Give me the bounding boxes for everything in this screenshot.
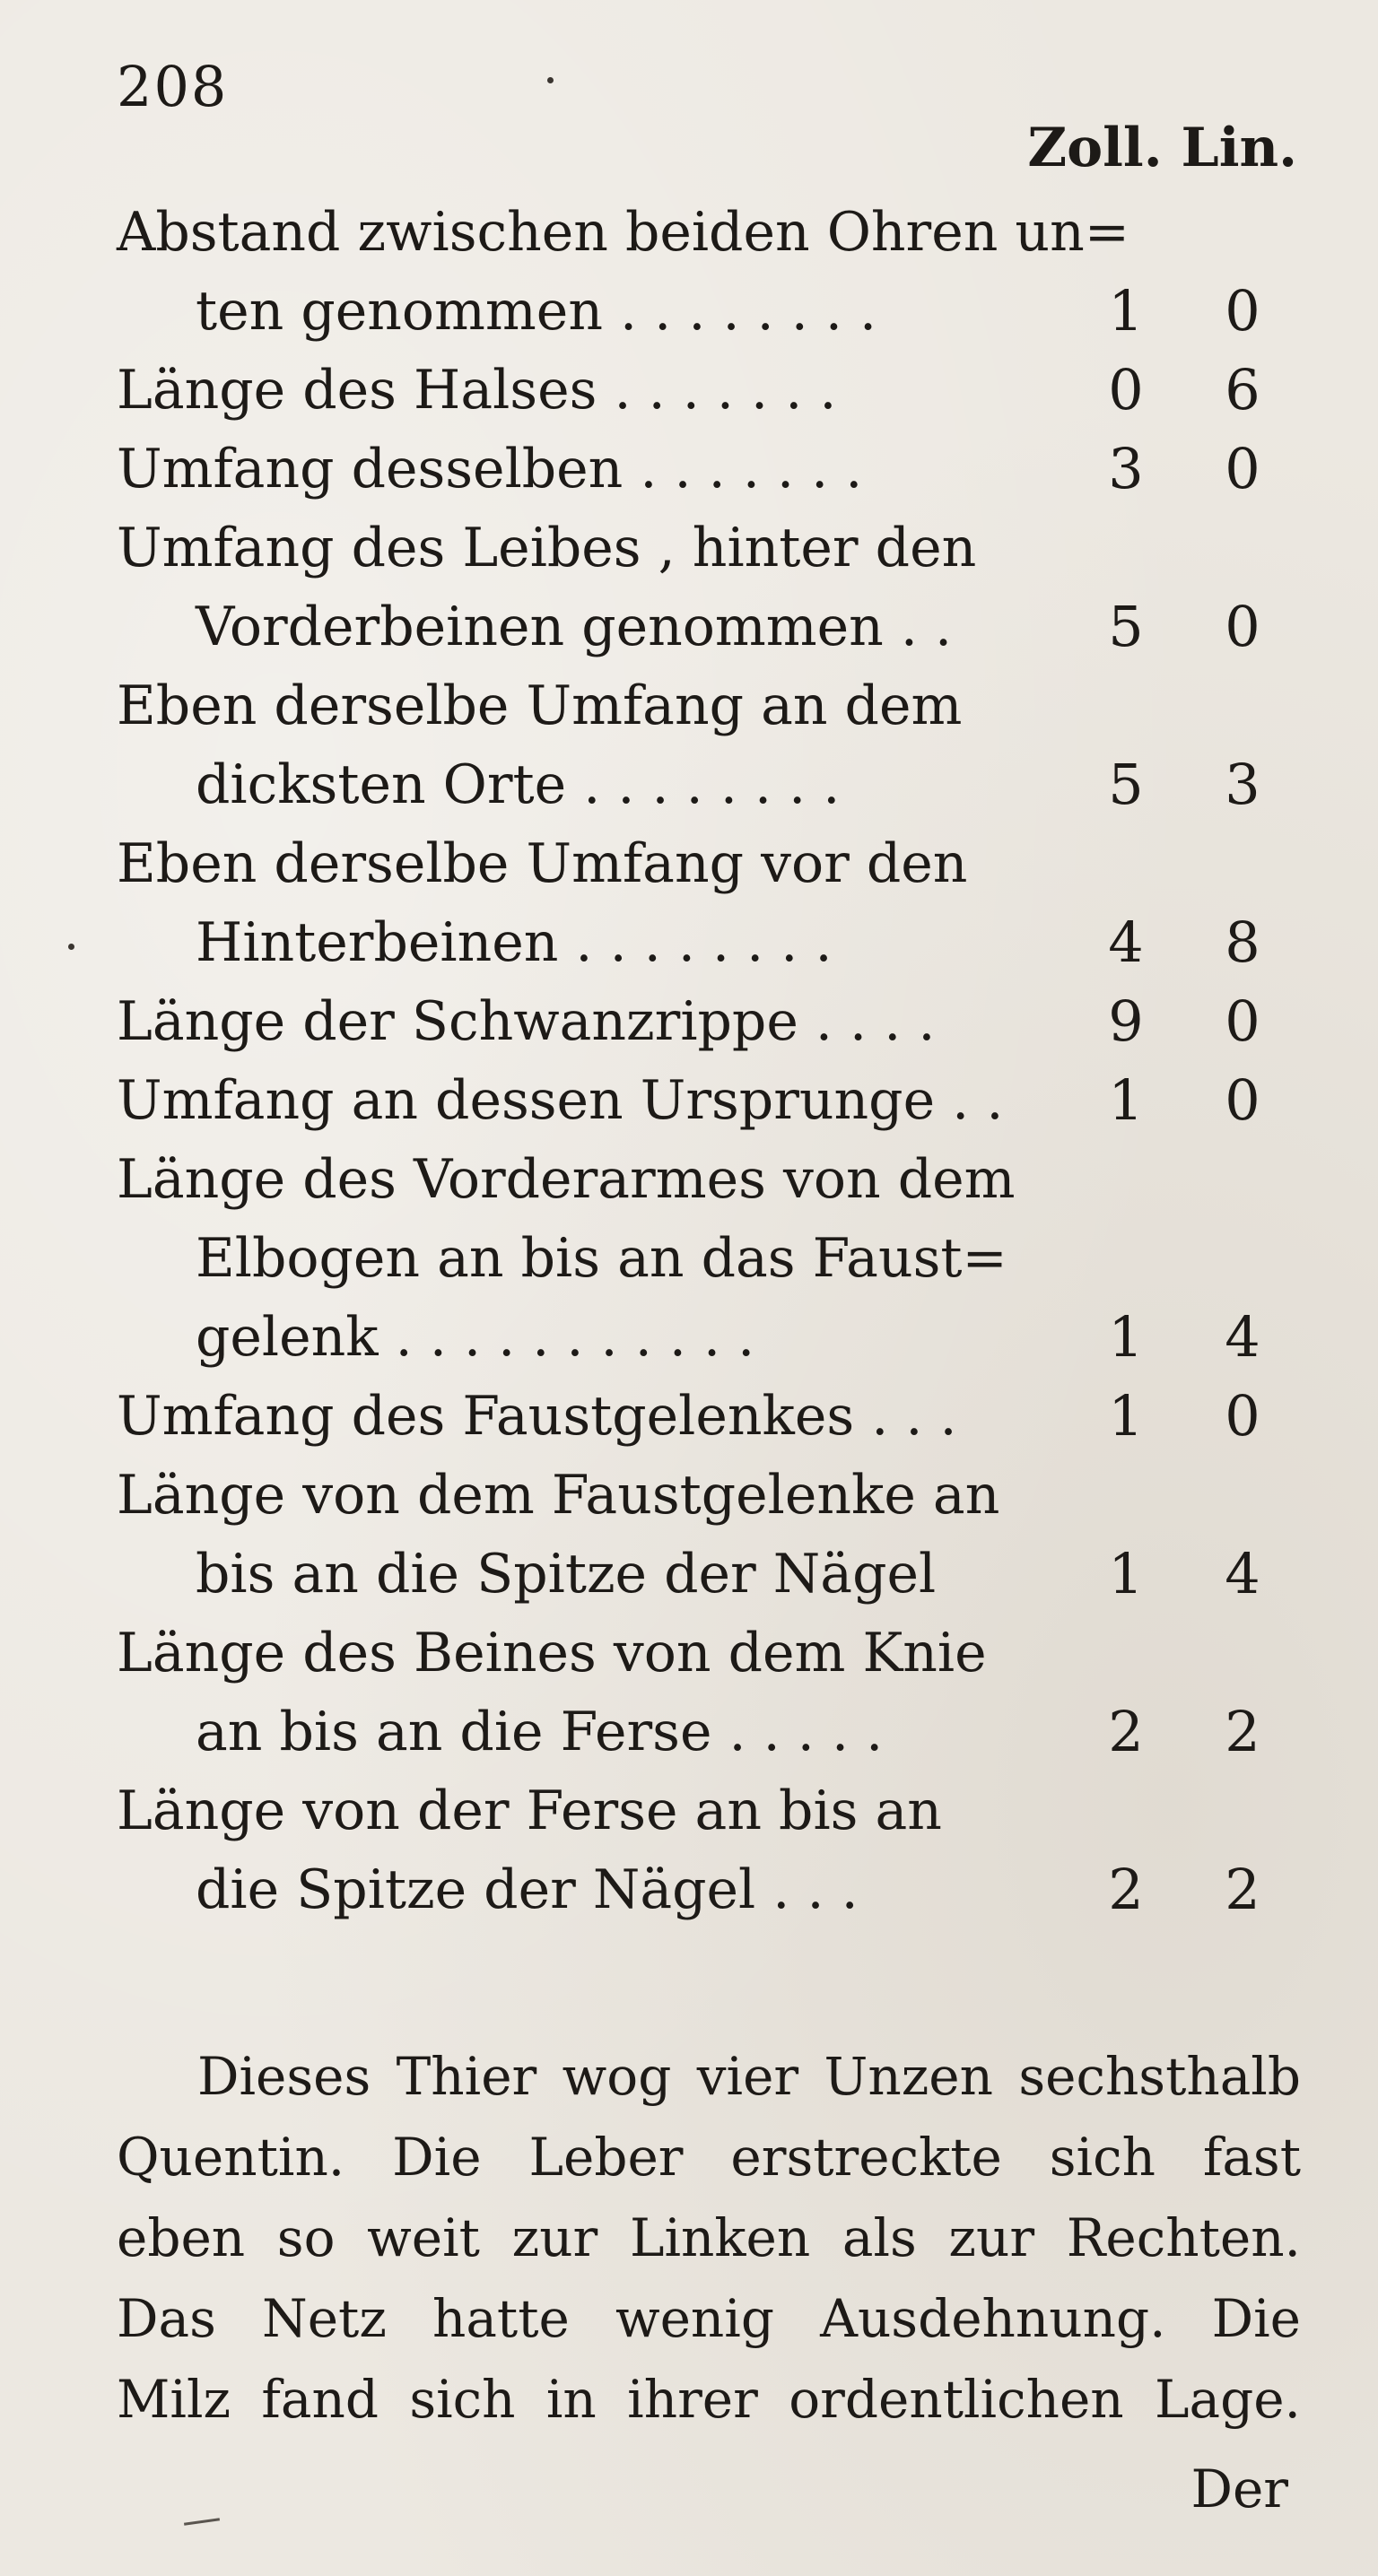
measurement-entry (117, 982, 1301, 1061)
zoll-value: 2 (1108, 1857, 1144, 1922)
zoll-value: 1 (1108, 1067, 1144, 1133)
measurement-entry (117, 351, 1301, 430)
measurement-line (117, 1535, 1301, 1614)
lin-value: 0 (1225, 594, 1260, 659)
zoll-value: 3 (1108, 436, 1144, 501)
measurement-entry (117, 509, 1301, 666)
lin-value: 0 (1225, 1067, 1260, 1133)
measurement-label: die Spitze der Nägel . . . (196, 1858, 859, 1921)
measurement-label: Länge des Vorderarmes von dem (117, 1148, 1016, 1211)
zoll-value: 1 (1108, 1304, 1144, 1370)
paragraph-line: Milz fand sich in ihrer ordentlichen Lage. (117, 2369, 1301, 2430)
measurement-line (117, 903, 1301, 982)
measurement-label: bis an die Spitze der Nägel (196, 1543, 937, 1606)
measurement-line (117, 1219, 1301, 1298)
ink-dot (547, 77, 554, 83)
zoll-value: 5 (1108, 752, 1144, 817)
measurement-table (117, 193, 1301, 1929)
measurement-line (117, 1377, 1301, 1456)
measurement-entry (117, 193, 1301, 351)
measurement-line (117, 982, 1301, 1061)
measurement-label: Länge von dem Faustgelenke an (117, 1464, 1000, 1527)
paragraph-line: Das Netz hatte wenig Ausdehnung. Die (117, 2288, 1301, 2349)
lin-value: 0 (1225, 436, 1260, 501)
measurement-line (117, 1456, 1301, 1535)
measurement-entry (117, 1061, 1301, 1140)
measurement-line (117, 193, 1301, 272)
ink-mark (184, 2518, 220, 2526)
measurement-entry (117, 1614, 1301, 1771)
measurement-line (117, 1771, 1301, 1850)
lin-value: 8 (1225, 909, 1260, 975)
measurement-line (117, 1061, 1301, 1140)
measurement-line (117, 1850, 1301, 1929)
column-header-lin: Lin. (1181, 117, 1297, 179)
ink-dot (68, 944, 74, 950)
measurement-line (117, 1140, 1301, 1219)
zoll-value: 9 (1108, 988, 1144, 1054)
measurement-entry (117, 824, 1301, 982)
catchword: Der (1190, 2459, 1288, 2519)
lin-value: 6 (1225, 357, 1260, 422)
lin-value: 0 (1225, 278, 1260, 344)
measurement-label: Länge des Beines von dem Knie (117, 1622, 987, 1684)
lin-value: 2 (1225, 1699, 1260, 1764)
measurement-label: Umfang an dessen Ursprunge . . (117, 1069, 1004, 1132)
zoll-value: 0 (1108, 357, 1144, 422)
measurement-label: Eben derselbe Umfang an dem (117, 674, 963, 737)
measurement-line (117, 1298, 1301, 1377)
measurement-label: gelenk . . . . . . . . . . . (196, 1306, 755, 1369)
measurement-entry (117, 666, 1301, 824)
measurement-entry (117, 1456, 1301, 1614)
measurement-line (117, 745, 1301, 824)
zoll-value: 2 (1108, 1699, 1144, 1764)
measurement-label: Vorderbeinen genommen . . (196, 596, 953, 658)
measurement-label: Hinterbeinen . . . . . . . . (196, 911, 833, 974)
measurement-label: Umfang des Leibes , hinter den (117, 517, 977, 579)
measurement-line (117, 430, 1301, 509)
column-header-zoll: Zoll. (1027, 117, 1163, 179)
measurement-line (117, 1693, 1301, 1771)
measurement-line (117, 587, 1301, 666)
column-header (1027, 117, 1297, 179)
measurement-line (117, 666, 1301, 745)
measurement-label: dicksten Orte . . . . . . . . (196, 753, 841, 816)
measurement-line (117, 351, 1301, 430)
lin-value: 2 (1225, 1857, 1260, 1922)
paragraph-line: eben so weit zur Linken als zur Rechten. (117, 2207, 1301, 2268)
measurement-entry (117, 430, 1301, 509)
lin-value: 3 (1225, 752, 1260, 817)
zoll-value: 4 (1108, 909, 1144, 975)
page-number: 208 (117, 54, 229, 119)
zoll-value: 5 (1108, 594, 1144, 659)
measurement-label: Umfang desselben . . . . . . . (117, 438, 863, 500)
lin-value: 0 (1225, 988, 1260, 1054)
lin-value: 4 (1225, 1304, 1260, 1370)
zoll-value: 1 (1108, 1383, 1144, 1449)
measurement-entry (117, 1771, 1301, 1929)
zoll-value: 1 (1108, 278, 1144, 344)
measurement-label: Länge des Halses . . . . . . . (117, 359, 837, 422)
measurement-entry (117, 1377, 1301, 1456)
measurement-line (117, 1614, 1301, 1693)
body-paragraph (117, 2036, 1301, 2440)
lin-value: 0 (1225, 1383, 1260, 1449)
measurement-label: an bis an die Ferse . . . . . (196, 1701, 884, 1763)
measurement-entry (117, 1140, 1301, 1377)
measurement-line (117, 272, 1301, 351)
measurement-label: ten genommen . . . . . . . . (196, 280, 877, 343)
measurement-label: Elbogen an bis an das Faust= (196, 1227, 1007, 1290)
measurement-line (117, 824, 1301, 903)
measurement-label: Umfang des Faustgelenkes . . . (117, 1385, 957, 1448)
measurement-line (117, 509, 1301, 587)
paragraph-line: Dieses Thier wog vier Unzen sechsthalb (197, 2046, 1301, 2107)
measurement-label: Länge von der Ferse an bis an (117, 1780, 942, 1842)
measurement-label: Abstand zwischen beiden Ohren un= (117, 201, 1129, 264)
paragraph-line: Quentin. Die Leber erstreckte sich fast (117, 2127, 1301, 2188)
lin-value: 4 (1225, 1541, 1260, 1606)
measurement-label: Länge der Schwanzrippe . . . . (117, 990, 936, 1053)
measurement-label: Eben derselbe Umfang vor den (117, 832, 968, 895)
zoll-value: 1 (1108, 1541, 1144, 1606)
